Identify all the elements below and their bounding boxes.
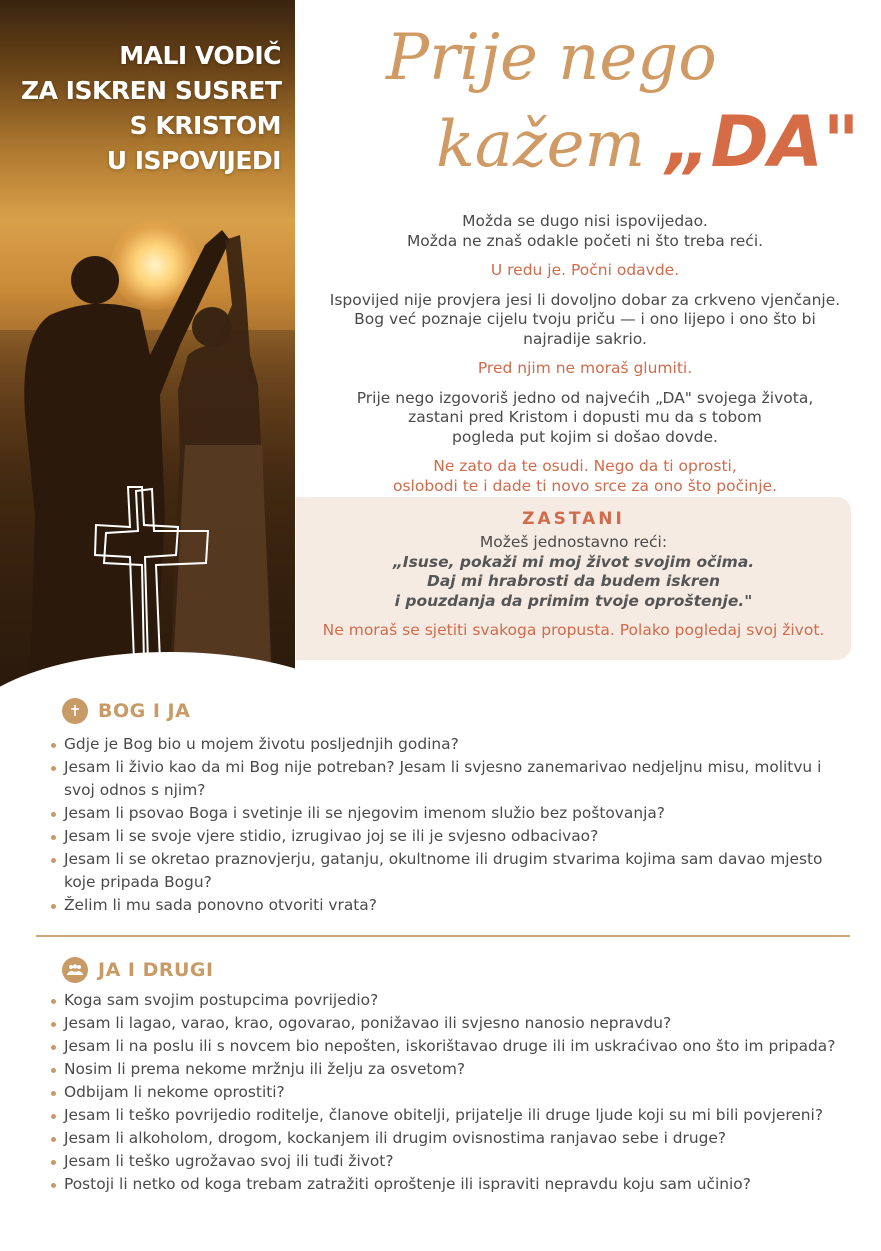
prayer-line: i pouzdanja da primim tvoje oproštenje." (394, 591, 753, 610)
intro-accent-line: oslobodi te i dade ti novo srce za ono što počinje. (392, 476, 778, 495)
section-ja-i-drugi-header (62, 957, 214, 983)
section-title: BOG I JA (98, 700, 191, 722)
list-item: Jesam li na poslu ili s novcem bio nepošten, iskorištavao druge ili im uskraćivao ono što im pripada? (50, 1035, 850, 1058)
intro-line: Možda se dugo nisi ispovijedao. (462, 212, 708, 230)
list-item: Jesam li teško ugrožavao svoj ili tuđi život? (50, 1150, 850, 1173)
guide-title-line: ZA ISKREN SUSRET (21, 76, 282, 105)
zastani-title: ZASTANI (522, 509, 625, 529)
intro-line: pogleda put kojim si došao dovde. (452, 427, 718, 446)
list-item: Jesam li alkoholom, drogom, kockanjem ili drugim ovisnostima ranjavao sebe i druge? (50, 1127, 850, 1150)
cross-outline-icon (90, 485, 220, 665)
prayer-line: „Isuse, pokaži mi moj život svojim očima. (392, 552, 755, 571)
list-item: Gdje je Bog bio u mojem životu posljednjih godina? (50, 733, 850, 756)
headline-da: „DA" (665, 101, 860, 183)
sunset-couple-photo (0, 0, 295, 690)
intro-text (310, 212, 860, 496)
list-item: Jesam li se okretao praznovjerju, gatanju, okultnome ili drugim stvarima kojima sam davao mjesto koje pripada Bogu? (50, 848, 850, 894)
intro-line: Možda ne znaš odakle početi ni što treba reći. (406, 231, 764, 250)
list-item: Jesam li teško povrijedio roditelje, članove obitelji, prijatelje ili druge ljude koji su mi bili povjereni? (50, 1104, 850, 1127)
list-item: Jesam li lagao, varao, krao, ogovarao, ponižavao ili svjesno nanosio nepravdu? (50, 1012, 850, 1035)
list-item: Jesam li psovao Boga i svetinje ili se njegovim imenom služio bez poštovanja? (50, 802, 850, 825)
list-item: Odbijam li nekome oprostiti? (50, 1081, 850, 1104)
intro-accent-line: Ne zato da te osudi. Nego da ti oprosti, (433, 457, 737, 475)
list-item: Nosim li prema nekome mržnju ili želju za osvetom? (50, 1058, 850, 1081)
headline-line-2 (436, 102, 859, 185)
guide-title-line: MALI VODIČ (119, 41, 281, 70)
question-list-bog-i-ja (50, 733, 850, 917)
people-glyph (67, 964, 83, 976)
section-title: JA I DRUGI (98, 959, 214, 981)
headline-line-1: Prije nego (386, 21, 717, 95)
cross-icon: ✝ (62, 698, 88, 724)
people-icon (62, 957, 88, 983)
zastani-lead: Možeš jednostavno reći: (479, 533, 668, 551)
list-item: Želim li mu sada ponovno otvoriti vrata? (50, 894, 850, 917)
section-bog-i-ja-header (62, 698, 190, 724)
section-divider (36, 935, 850, 937)
zastani-panel (296, 497, 851, 660)
intro-line: zastani pred Kristom i dopusti mu da s tobom (408, 408, 762, 426)
guide-title (21, 38, 281, 178)
question-list-ja-i-drugi (50, 989, 850, 1196)
prayer-line: Daj mi hrabrosti da budem iskren (426, 572, 721, 590)
intro-accent-line: Pred njim ne moraš glumiti. (477, 359, 693, 377)
list-item: Jesam li se svoje vjere stidio, izrugivao joj se ili je svjesno odbacivao? (50, 825, 850, 848)
list-item: Jesam li živio kao da mi Bog nije potreban? Jesam li svjesno zanemarivao nedjeljnu misu, molitvu i svoj odnos s njim? (50, 756, 850, 802)
intro-line: najradije sakrio. (523, 329, 647, 348)
headline-word: kažem (436, 108, 646, 182)
intro-line: Bog već poznaje cijelu tvoju priču — i ono lijepo i ono što bi (354, 310, 816, 328)
list-item: Postoji li netko od koga trebam zatražiti oproštenje ili ispraviti nepravdu koju sam učinio? (50, 1173, 850, 1196)
list-item: Koga sam svojim postupcima povrijedio? (50, 989, 850, 1012)
guide-title-line: S KRISTOM (129, 111, 281, 140)
intro-accent-line: U redu je. Počni odavde. (490, 261, 680, 279)
zastani-note: Ne moraš se sjetiti svakoga propusta. Polako pogledaj svoj život. (322, 621, 825, 639)
intro-line: Ispovijed nije provjera jesi li dovoljno dobar za crkveno vjenčanje. (329, 290, 841, 309)
guide-title-line: U ISPOVIJEDI (106, 146, 281, 175)
intro-line: Prije nego izgovoriš jedno od najvećih „DA" svojega života, (356, 388, 814, 407)
